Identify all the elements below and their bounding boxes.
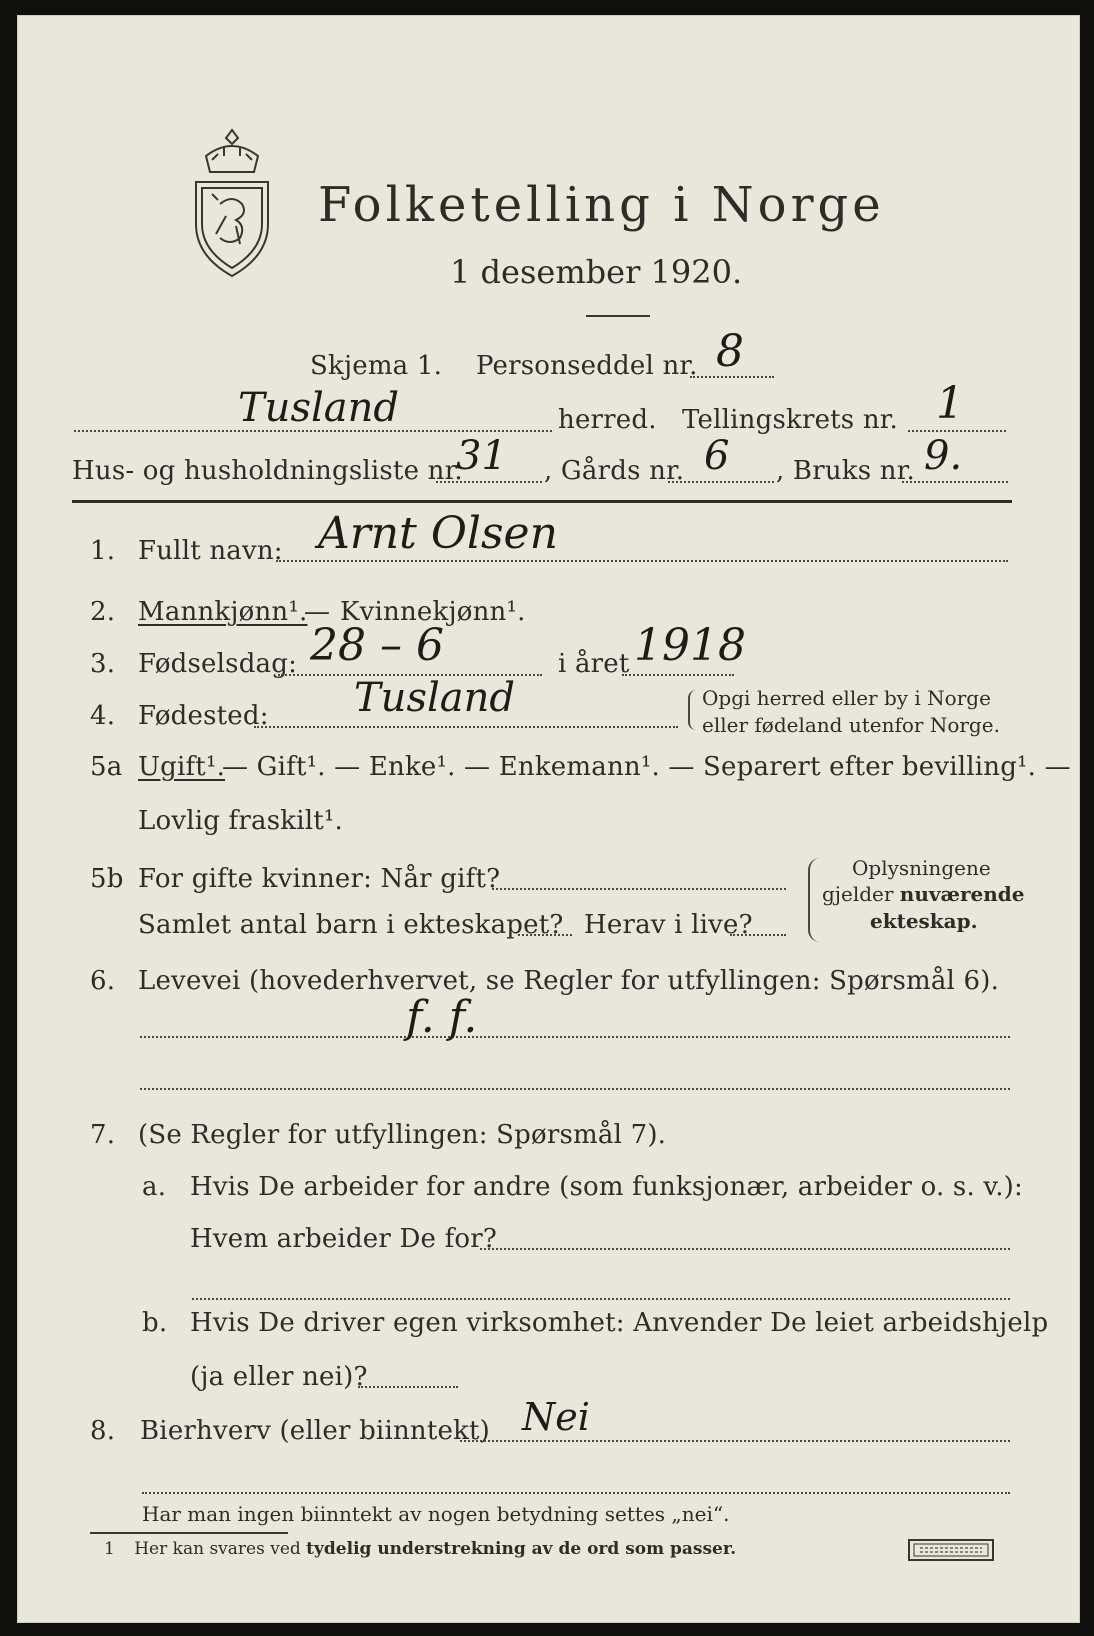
q5b-alive-line — [730, 934, 786, 936]
q7-label: (Se Regler for utfyllingen: Spørsmål 7). — [138, 1120, 667, 1150]
q5b-line1: For gifte kvinner: Når gift? — [138, 864, 501, 894]
q6-line1 — [140, 1036, 1010, 1038]
q6-label: Levevei (hovederhvervet, se Regler for utfyllingen: Spørsmål 6). — [138, 966, 1000, 996]
personseddel-value: 8 — [716, 326, 744, 377]
q5b-number: 5b — [90, 864, 124, 894]
header-divider — [72, 500, 1012, 503]
q3-year-value: 1918 — [634, 620, 746, 671]
bruks-label: , Bruks nr. — [776, 456, 915, 486]
q2-female-option: Kvinnekjønn¹. — [340, 597, 526, 627]
tellingskrets-value: 1 — [936, 378, 964, 429]
q4-line — [254, 726, 678, 728]
footnote-rule — [90, 1532, 288, 1534]
q5a-number: 5a — [90, 752, 123, 782]
q4-label: Fødested: — [138, 701, 269, 731]
q7a-question: Hvem arbeider De for? — [190, 1224, 498, 1254]
q4-note-line1: Opgi herred eller by i Norge — [702, 686, 991, 710]
tellingskrets-label: Tellingskrets nr. — [682, 405, 898, 435]
liste-line — [436, 481, 542, 483]
q5b-note-gjelder: gjelder — [822, 882, 894, 906]
q6-value: f. f. — [406, 992, 478, 1043]
q5b-note-current: nuværende — [899, 882, 1025, 906]
q1-line — [276, 560, 1008, 562]
q1-label: Fullt navn: — [138, 536, 283, 566]
herred-label: herred. — [558, 405, 657, 435]
q7a-letter: a. — [142, 1172, 167, 1202]
liste-label: Hus- og husholdningsliste nr. — [72, 456, 463, 486]
q5b-note-line2 — [822, 884, 1025, 904]
bruks-value: 9. — [924, 433, 963, 479]
q4-note-line2: eller fødeland utenfor Norge. — [702, 713, 1000, 737]
census-form — [17, 15, 1080, 1623]
q5b-married-line — [492, 888, 786, 890]
q6-line2 — [140, 1088, 1010, 1090]
q5b-note-brace — [808, 858, 820, 942]
census-date: 1 desember 1920. — [450, 253, 743, 291]
q5b-alive-label: Herav i live? — [584, 910, 753, 940]
q3-year-label: i året — [558, 649, 630, 679]
q2-number: 2. — [90, 597, 116, 627]
q7a-text: Hvis De arbeider for andre (som funksjonær, arbeider o. s. v.): — [190, 1172, 1023, 1202]
title-rule — [586, 315, 650, 317]
printer-stamp-icon — [908, 1539, 994, 1561]
q5b-note-line1: Oplysningene — [852, 856, 991, 880]
q7b-text: Hvis De driver egen virksomhet: Anvender De leiet arbeidshjelp — [190, 1308, 1049, 1338]
q4-number: 4. — [90, 701, 116, 731]
q7b-line — [358, 1386, 458, 1388]
q8-value: Nei — [522, 1395, 590, 1439]
herred-value: Tusland — [238, 385, 399, 431]
q8-line2 — [142, 1492, 1010, 1494]
q5a-fraskilt-option: Lovlig fraskilt¹. — [138, 806, 343, 836]
q7b-letter: b. — [142, 1308, 168, 1338]
income-note: Har man ingen biinntekt av nogen betydning settes „nei“. — [142, 1502, 730, 1526]
q7-number: 7. — [90, 1120, 116, 1150]
q5a-ugift-option: Ugift¹. — [138, 752, 226, 782]
q1-number: 1. — [90, 536, 116, 566]
q3-label: Fødselsdag: — [138, 649, 298, 679]
q8-number: 8. — [90, 1416, 116, 1446]
q7a-line2 — [192, 1298, 1010, 1300]
q6-number: 6. — [90, 966, 116, 996]
gards-line — [668, 481, 774, 483]
coat-of-arms-icon — [190, 126, 274, 278]
form-title: Folketelling i Norge — [318, 177, 885, 233]
q5b-children-label: Samlet antal barn i ekteskapet? — [138, 910, 564, 940]
q3-value: 28 – 6 — [310, 620, 444, 671]
q4-note-brace — [688, 690, 698, 730]
q4-value: Tusland — [354, 675, 515, 721]
footnote — [104, 1541, 736, 1558]
footnote-mark: 1 — [104, 1539, 115, 1559]
q3-year-line — [622, 674, 734, 676]
schema-label: Skjema 1. — [310, 351, 443, 381]
q3-number: 3. — [90, 649, 116, 679]
q5a-other-options: — Gift¹. — Enke¹. — Enkemann¹. — Separert efter bevilling¹. — — [222, 752, 1071, 782]
gards-value: 6 — [704, 433, 730, 479]
liste-value: 31 — [456, 433, 507, 479]
q5b-children-line — [518, 934, 572, 936]
q2-male-option: Mannkjønn¹. — [138, 597, 308, 627]
q7a-line1 — [480, 1248, 1010, 1250]
bruks-line — [902, 481, 1008, 483]
footnote-text-b: tydelig understrekning av de ord som passer. — [306, 1539, 737, 1559]
personseddel-label: Personseddel nr. — [476, 351, 698, 381]
footnote-text-a: Her kan svares ved — [134, 1539, 301, 1559]
q8-label: Bierhverv (eller biinntekt) — [140, 1416, 491, 1446]
q8-line1 — [460, 1440, 1010, 1442]
gards-label: , Gårds nr. — [544, 456, 685, 486]
q5b-note-line3: ekteskap. — [870, 909, 978, 933]
tellingskrets-line — [908, 430, 1006, 432]
q7b-question: (ja eller nei)? — [190, 1362, 368, 1392]
q1-value: Arnt Olsen — [318, 508, 558, 559]
q2-separator: — — [304, 597, 331, 627]
